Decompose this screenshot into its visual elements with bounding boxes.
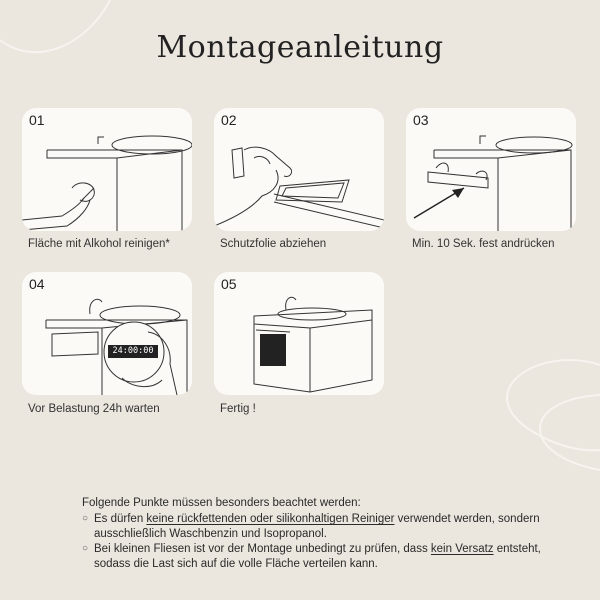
step-number: 05 <box>221 276 237 292</box>
notes-heading: Folgende Punkte müssen besonders beachtet werden: <box>82 497 361 509</box>
note-emphasis: kein Versatz <box>430 543 494 555</box>
step-caption-04: Vor Belastung 24h warten <box>28 403 160 415</box>
step-caption-03: Min. 10 Sek. fest andrücken <box>412 238 555 250</box>
note-item <box>82 512 552 542</box>
note-text: entsteht, sodass die Last sich auf die volle Fläche verteilen kann. <box>94 543 541 570</box>
finished-towel-holder-illustration <box>214 272 384 395</box>
step-caption-02: Schutzfolie abziehen <box>220 238 327 250</box>
step-number: 04 <box>29 276 45 292</box>
timer-display: 24:00:00 <box>112 346 154 356</box>
step-caption-05: Fertig ! <box>220 403 256 415</box>
step-card-01 <box>22 108 192 231</box>
note-text: Es dürfen <box>94 513 147 525</box>
note-text: verwendet werden, sondern ausschließlich Waschbenzin und Isopropanol. <box>94 513 540 540</box>
step-caption-01: Fläche mit Alkohol reinigen* <box>28 238 170 250</box>
step-number: 03 <box>413 112 429 128</box>
press-firmly-illustration <box>406 108 576 231</box>
step-number: 01 <box>29 112 45 128</box>
page-title: Montageanleitung <box>156 30 444 65</box>
step-card-05 <box>214 272 384 395</box>
note-item <box>82 542 552 572</box>
bullet-icon: ○ <box>82 543 89 554</box>
note-text: Bei kleinen Fliesen ist vor der Montage unbedingt zu prüfen, dass <box>94 543 431 555</box>
clean-surface-illustration <box>22 108 192 231</box>
bullet-icon: ○ <box>82 513 89 524</box>
step-card-02 <box>214 108 384 231</box>
note-emphasis: keine rückfettenden oder silikonhaltigen Reiniger <box>146 513 395 525</box>
step-number: 02 <box>221 112 237 128</box>
peel-film-illustration <box>214 108 384 231</box>
step-card-03 <box>406 108 576 231</box>
step-card-04 <box>22 272 192 395</box>
notes-section <box>82 496 552 572</box>
wait-24h-illustration <box>22 272 192 395</box>
